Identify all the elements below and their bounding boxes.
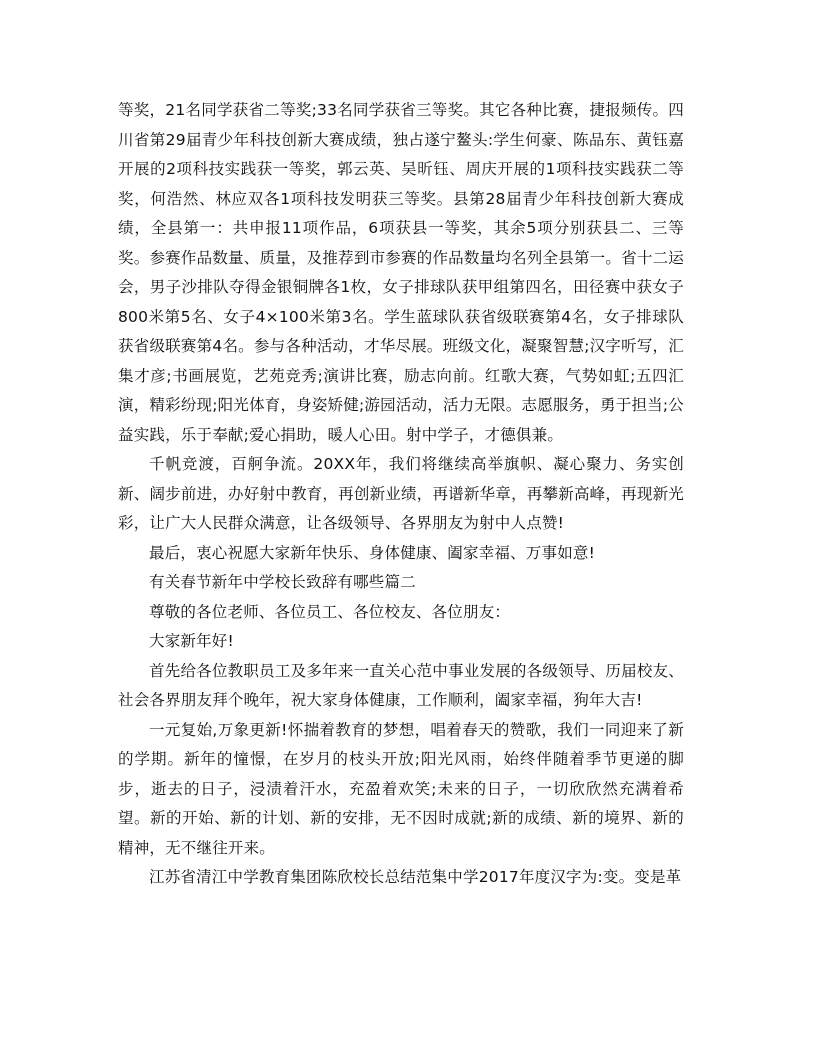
- paragraph-new-year-vision: 千帆竞渡，百舸争流。20XX年，我们将继续高举旗帜、凝心聚力、务实创新、阔步前进，办好射中教育，再创新业绩，再谱新华章，再攀新高峰，再现新光彩，让广大人民群众满意，让各级领导、各界朋友为射中人点赞!: [118, 455, 684, 532]
- section-heading: 有关春节新年中学校长致辞有哪些篇二: [149, 573, 416, 591]
- paragraph-greeting: 大家新年好!: [149, 632, 234, 650]
- paragraph-new-term: 一元复始,万象更新!怀揣着教育的梦想，唱着春天的赞歌，我们一同迎来了新的学期。新年的憧憬，在岁月的枝头开放;阳光风雨，始终伴随着季节更递的脚步，逝去的日子，浸渍着汗水，充盈着欢笑;未来的日子，一切欣欣然充满着希望。新的开始、新的计划、新的安排，无不因时成就;新的成绩、新的境界、新的精神，无不继往开来。: [118, 720, 684, 857]
- paragraph-salutation: 尊敬的各位老师、各位员工、各位校友、各位朋友：: [149, 602, 511, 621]
- paragraph-awards-summary: 等奖，21名同学获省二等奖;33名同学获省三等奖。其它各种比赛，捷报频传。四川省第29届青少年科技创新大赛成绩，独占遂宁鳌头:学生何豪、陈品东、黄钰嘉开展的2项科技实践获一等奖，郭云英、吴昕钰、周庆开展的1项科技实践获二等奖，何浩然、林应双各1项科技发明获三等奖。县第28届青少年科技创新大赛成绩，全县第一：共申报11项作品，6项获县一等奖，其余5项分别获县二、三等奖。参赛作品数量、质量，及推荐到市参赛的作品数量均名列全县第一。省十二运会，男子沙排队夺得金银铜牌各1枚，女子排球队获甲组第四名，田径赛中获女子800米第5名、女子4×100米第3名。学生蓝球队获省级联赛第4名，女子排球队获省级联赛第4名。参与各种活动，才华尽展。班级文化，凝聚智慧;汉字听写，汇集才彦;书画展览，艺苑竞秀;演讲比赛，励志向前。红歌大赛，气势如虹;五四汇演，精彩纷现;阳光体育，身姿矫健;游园活动，活力无限。志愿服务，勇于担当;公益实践，乐于奉献;爱心捐助，暖人心田。射中学子，才德俱兼。: [118, 101, 684, 444]
- document-page: [118, 96, 684, 893]
- paragraph-thanks: 首先给各位教职员工及多年来一直关心范中事业发展的各级领导、历届校友、社会各界朋友拜个晚年，祝大家身体健康，工作顺利，阖家幸福，狗年大吉!: [118, 661, 684, 709]
- paragraph-closing-wishes: 最后，衷心祝愿大家新年快乐、身体健康、阖家幸福、万事如意!: [149, 543, 596, 562]
- paragraph-annual-character: 江苏省清江中学教育集团陈欣校长总结范集中学2017年度汉字为:变。变是革: [149, 868, 682, 886]
